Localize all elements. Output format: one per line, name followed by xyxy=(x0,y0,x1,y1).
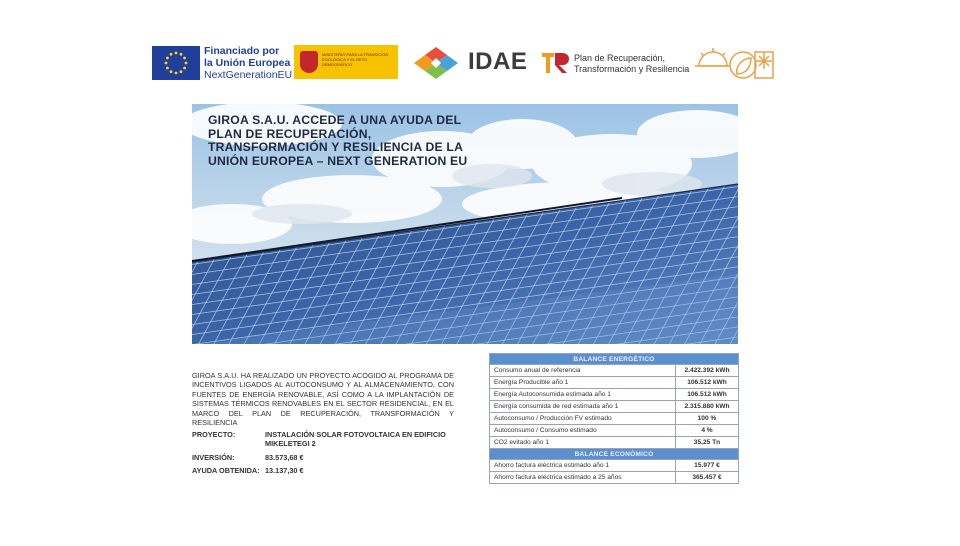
table-row xyxy=(490,425,739,437)
row-value: 106.512 kWh xyxy=(676,389,739,401)
row-label: CO2 evitado año 1 xyxy=(490,437,676,449)
eu-funding-label xyxy=(204,45,292,81)
balance-energetico-header-row xyxy=(490,354,739,365)
eu-line-1: Financiado por xyxy=(204,45,280,57)
row-label: Autoconsumo / Consumo estimado xyxy=(490,425,676,437)
row-value: 2.422.392 kWh xyxy=(676,365,739,377)
row-value: 35,25 Tn xyxy=(676,437,739,449)
proyecto-row xyxy=(192,430,462,450)
balance-table xyxy=(489,353,739,484)
proyecto-value: INSTALACIÓN SOLAR FOTOVOLTAICA EN EDIFICIO MIKELETEGI 2 xyxy=(265,430,446,449)
balance-economico-header: BALANCE ECONÓMICO xyxy=(490,449,739,460)
proyecto-label: PROYECTO: xyxy=(192,430,236,439)
table-row xyxy=(490,437,739,449)
row-label: Consumo anual de referencia xyxy=(490,365,676,377)
table-row xyxy=(490,472,739,484)
inversion-row xyxy=(192,453,462,463)
row-value: 365.457 € xyxy=(676,472,739,484)
row-label: Energía consumida de red estimada año 1 xyxy=(490,401,676,413)
table-row xyxy=(490,401,739,413)
row-value: 4 % xyxy=(676,425,739,437)
inversion-label: INVERSIÓN: xyxy=(192,453,235,462)
eu-line-2: la Unión Europea xyxy=(204,57,291,69)
ayuda-row xyxy=(192,466,462,476)
plan-recuperacion-label xyxy=(574,53,689,75)
logo-strip xyxy=(150,44,790,84)
plan-recuperacion-icon xyxy=(540,49,570,77)
plan-line-1: Plan de Recuperación, xyxy=(574,53,666,63)
row-label: Energía Producible año 1 xyxy=(490,377,676,389)
row-label: Energía Autoconsumida estimada año 1 xyxy=(490,389,676,401)
row-value: 15.977 € xyxy=(676,460,739,472)
sun-leaf-logo-icon xyxy=(695,46,781,82)
ministry-logo xyxy=(294,45,398,79)
row-value: 2.315.880 kWh xyxy=(676,401,739,413)
ministry-text: MINISTERIO PARA LA TRANSICIÓN ECOLÓGICA Y EL RETO DEMOGRÁFICO xyxy=(322,52,389,67)
hero-title: GIROA S.A.U. ACCEDE A UNA AYUDA DEL PLAN DE RECUPERACIÓN, TRANSFORMACIÓN Y RESILIENCIA DE LA UNIÓN EUROPEA – NEXT GENERATION EU xyxy=(208,113,468,168)
hero-image xyxy=(192,104,738,344)
row-label: Autoconsumo / Producción FV estimado xyxy=(490,413,676,425)
inversion-value: 83.573,68 € xyxy=(265,453,304,462)
plan-line-2: Transformación y Resiliencia xyxy=(574,64,690,74)
table-row xyxy=(490,365,739,377)
table-row xyxy=(490,389,739,401)
table-row xyxy=(490,413,739,425)
spain-shield-icon xyxy=(300,51,318,73)
table-row xyxy=(490,460,739,472)
idae-mark-icon xyxy=(413,45,459,81)
ayuda-label: AYUDA OBTENIDA: xyxy=(192,466,260,475)
row-value: 100 % xyxy=(676,413,739,425)
row-label: Ahorro factura eléctrica estimado año 1 xyxy=(490,460,676,472)
balance-economico-header-row xyxy=(490,449,739,460)
project-description: GIROA S.A.U. HA REALIZADO UN PROYECTO ACOGIDO AL PROGRAMA DE INCENTIVOS LIGADOS AL AUTOCONSUMO Y AL ALMACENAMIENTO, CON FUENTES DE ENERGÍA RENOVABLE, ASÍ COMO A LA IMPLANTACIÓN DE SISTEMAS TÉRMICOS RENOVABLES EN EL SECTOR RESIDENCIAL, EN EL MARCO DEL PLAN DE RECUPERACIÓN, TRANSFORMACIÓN Y RESILIENCIA xyxy=(192,371,454,428)
idae-logo-text: IDAE xyxy=(468,48,528,75)
row-value: 106.512 kWh xyxy=(676,377,739,389)
eu-line-3: NextGenerationEU xyxy=(204,69,293,81)
eu-flag-icon xyxy=(152,46,200,80)
table-row xyxy=(490,377,739,389)
row-label: Ahorro factura eléctrica estimado a 25 años xyxy=(490,472,676,484)
balance-energetico-header: BALANCE ENERGÉTICO xyxy=(490,354,739,365)
ayuda-value: 13.137,30 € xyxy=(265,466,304,475)
